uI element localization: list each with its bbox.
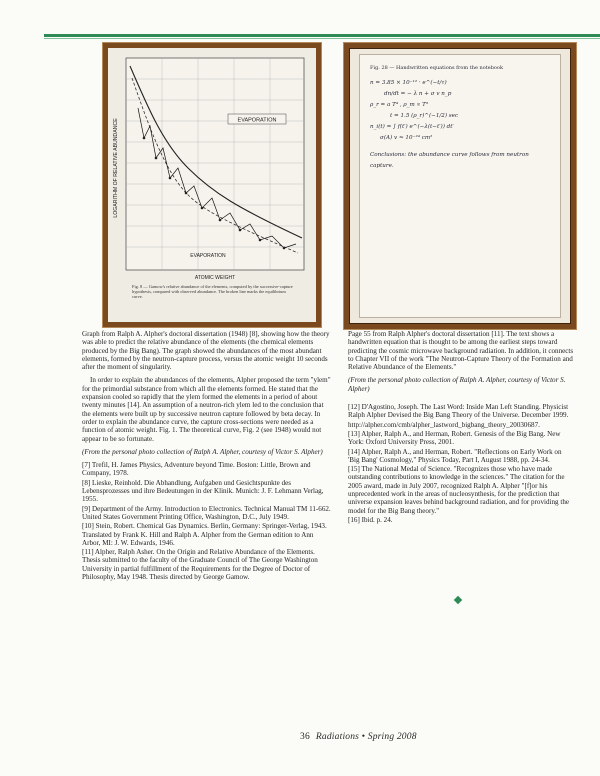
notebook-line: n = 3.85 × 10⁻¹² · e^(−t/τ) (370, 80, 447, 86)
reference-item: [10] Stein, Robert. Chemical Gas Dynamics. Berlin, Germany: Springer-Verlag, 1943. Translated by Frank K. Hill and Ralph A. Alpher from the German edition to Ann Arbor, MI: J. W. Edwards, 1946. (82, 522, 327, 547)
left-body-paragraph: In order to explain the abundances of the elements, Alpher proposed the term "ylem" for the primordial substance from which all the elements formed. He stated that the expansion cooled so rapidly that the ylem formed the elements in a period of about twenty minutes [14]. An assumption of a neutron-rich ylem led to the conclusion that the elements were built up by successive neutron capture followed by beta decay. In order to explain the abundance curve, the capture cross-sections were needed as a function of atomic weight. Fig. 1. The theoretical curve, Fig. 2 (see 1948) would not appear to be so fortunate. (82, 376, 331, 443)
left-column (82, 330, 332, 582)
y-axis-label: LOGARITHM OF RELATIVE ABUNDANCE (113, 118, 119, 218)
reference-item: [9] Department of the Army. Introduction to Electronics. Technical Manual TM 11-662. United States Government Printing Office, Washington, D.C., July 1949. (82, 504, 331, 521)
reference-item: [7] Trefil, H. James Physics, Adventure beyond Time. Boston: Little, Brown and Company, 1978. (82, 461, 311, 478)
x-axis-label: ATOMIC WEIGHT (194, 275, 236, 281)
notebook-line: n_i(t) = ∫ f(t′) e^(−λ(t−t′)) dt′ (370, 124, 454, 130)
journal-issue: Radiations • Spring 2008 (315, 732, 417, 742)
abundance-graph-frame (103, 43, 321, 327)
notebook-line: dn/dt = − λ n + σ v n_p (384, 91, 452, 97)
notebook-title: Fig. 28 — Handwritten equations from the notebook (370, 65, 503, 71)
reference-item: [11] Alpher, Ralph Asher. On the Origin and Relative Abundance of the Elements. Thesis submitted to the faculty of the Graduate Council of The George Washington University in partial fulfillment of the Requirements for the Degree of Doctor of Philosophy, May 1948. Thesis directed by George Gamow. (82, 548, 318, 582)
reference-item: [16] Ibid. p. 24. (348, 515, 393, 524)
left-references (82, 461, 332, 581)
right-intro-paragraph: Page 55 from Ralph Alpher's doctoral dissertation [11]. The text shows a handwritten equation that is thought to be among the earliest steps toward predicting the cosmic microwave background radiation. In addition, it connects to Chapter VII of the work "The Neutron-Capture Theory of the Formation and Relative Abundance of the Elements." (348, 330, 574, 372)
notebook-page-frame (344, 43, 576, 329)
reference-item: [14] Alpher, Ralph A., and Herman, Robert. "Reflections on Early Work on 'Big Bang' Cosmology," Physics Today, Part I, August 1988, pp. 24-34. (348, 447, 562, 464)
page-footer (300, 732, 417, 742)
reference-item: [8] Lieske, Reinhold. Die Abhandlung, Aufgaben und Gesichtspunkte des Lebensprozesses und ihre Bedeutungen in der Klinik. Munich: J. F. Lehmann Verlag, 1955. (82, 478, 324, 504)
notebook-line: Conclusions: the abundance curve follows from neutron capture. (370, 152, 529, 169)
notebook-line: t = 1.5 (ρ_r)^(−1/2) sec (390, 113, 459, 119)
region-label-bottom: EVAPORATION (190, 253, 226, 259)
page-number: 36 (300, 732, 310, 742)
region-label-top: EVAPORATION (237, 117, 277, 124)
notebook-line: σ(A) v ≈ 10⁻²⁴ cm² (380, 135, 433, 141)
reference-item: [15] The National Medal of Science. "Recognizes those who have made outstanding contributions to knowledge in the sciences." The citation for the 2005 award, made in July 2007, recognized Ralph A. Alpher "[f]or his unprecedented work in the areas of nucleosynthesis, for the prediction that universe expansion leaves behind background radiation, and for providing the model for the Big Bang theory." (348, 465, 570, 515)
notebook-page (359, 54, 561, 318)
reference-link[interactable]: http://alpher.com/cmb/alpher_lastword_bigbang_theory_20030687. (348, 420, 540, 429)
graph-inner-caption: Fig. 8 — Gamow's relative abundance of the elements, computed by the successive-capture hypothesis, compared with observed abundance. The broken line marks the equilibrium curve. (132, 284, 293, 300)
right-column (348, 330, 574, 525)
reference-item: [13] Alpher, Ralph A., and Herman, Robert. Genesis of the Big Bang. New York: Oxford University Press, 2001. (348, 429, 561, 447)
left-intro-paragraph: Graph from Ralph A. Alpher's doctoral dissertation (1948) [8], showing how the theory was able to predict the relative abundance of the elements (the chemical elements produced by the Big Bang). The graph showed the abundances of the most abundant elements, formed by the neutron-capture process, versus the atomic weight 10 seconds after the moment of singularity. (82, 330, 330, 372)
abundance-graph (108, 48, 316, 322)
end-mark-diamond-icon (454, 596, 462, 604)
top-green-rule (44, 34, 600, 37)
reference-item: [12] D'Agostino, Joseph. The Last Word: Inside Man Left Standing. Physicist Ralph Alpher Devised the Big Bang Theory of the Universe. December 1999. (348, 403, 569, 420)
right-photo-credit: (From the personal photo collection of Ralph A. Alpher, courtesy of Victor S. Alpher) (348, 376, 566, 393)
notebook-line: ρ_r = a T⁴ , ρ_m ∝ T³ (370, 102, 429, 108)
right-references (348, 403, 574, 524)
left-photo-credit: (From the personal photo collection of Ralph A. Alpher, courtesy of Victor S. Alpher) (82, 447, 323, 456)
